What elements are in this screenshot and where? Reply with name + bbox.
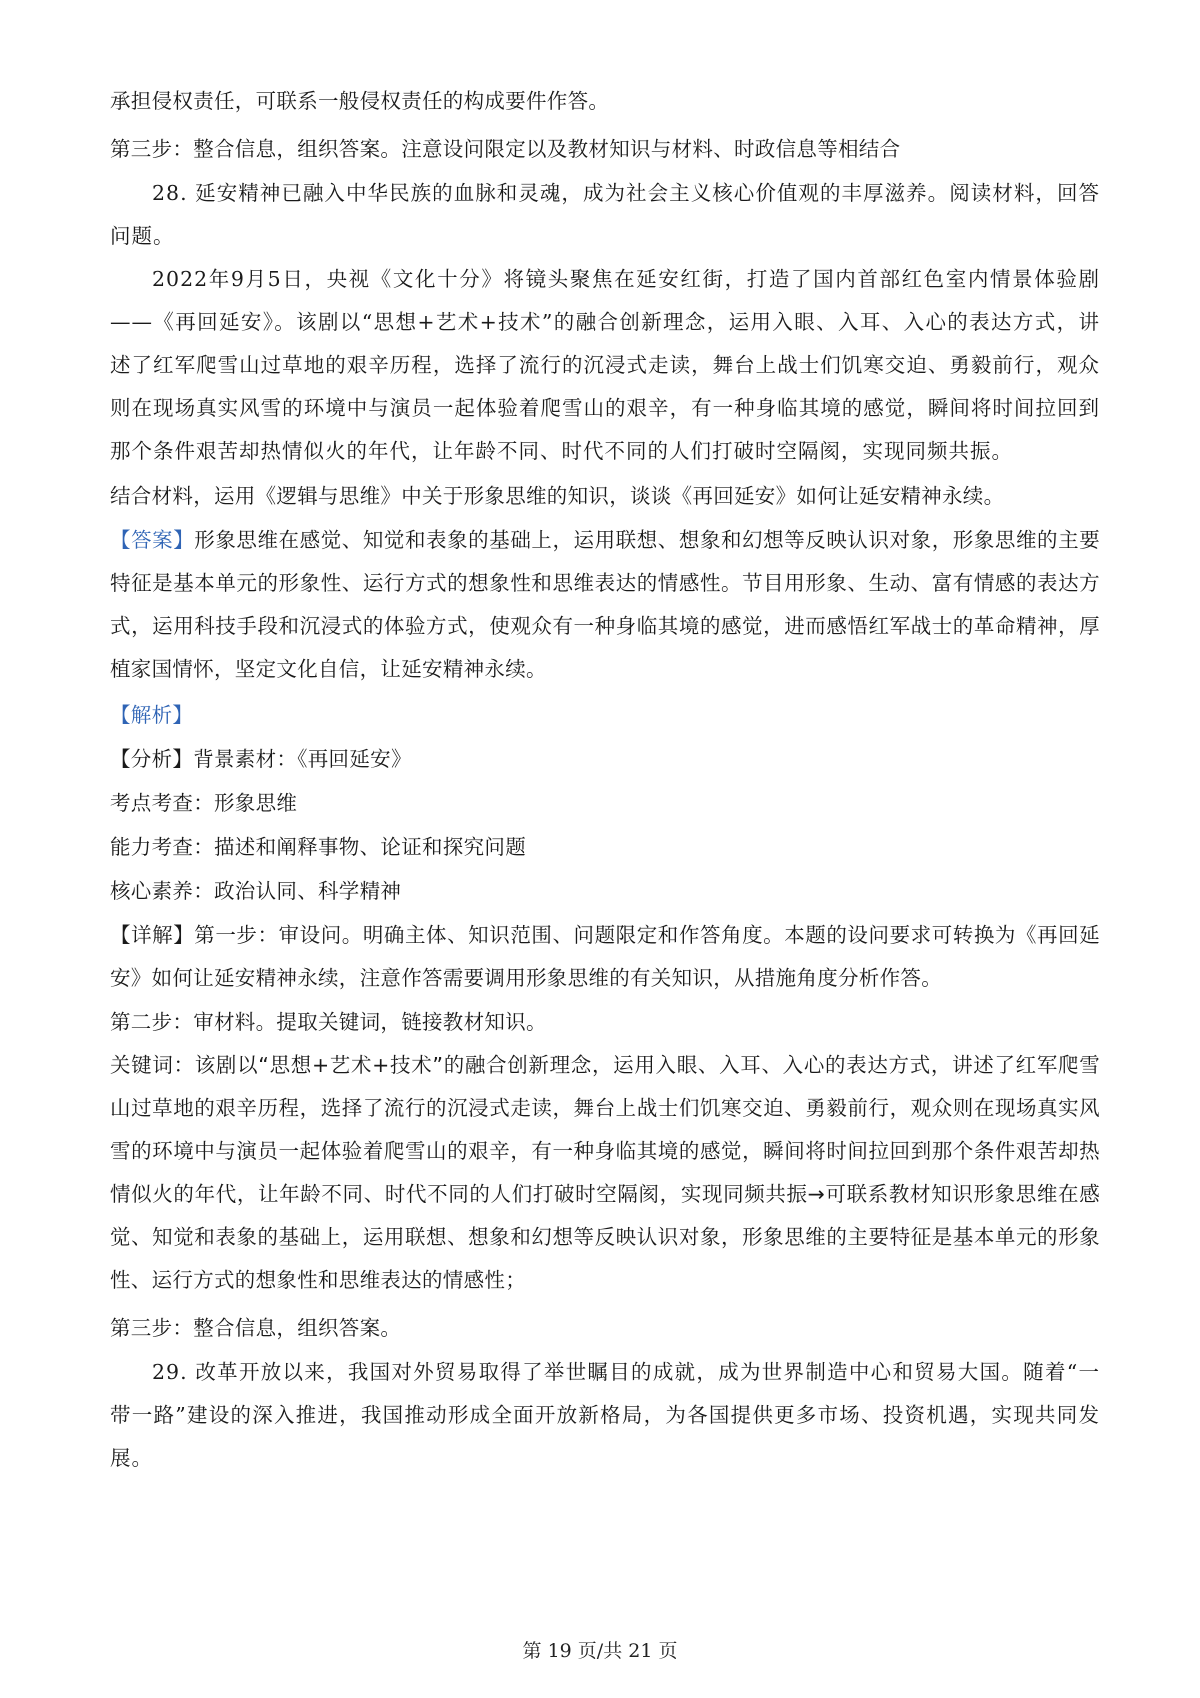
answer-block	[110, 519, 1100, 691]
analysis-step3: 第三步：整合信息，组织答案。	[110, 1316, 402, 1340]
page-number: 第 19 页/共 21 页	[522, 1640, 678, 1662]
analysis-ability: 能力考查：描述和阐释事物、论证和探究问题	[110, 835, 526, 859]
line-tort-liability: 承担侵权责任，可联系一般侵权责任的构成要件作答。	[110, 89, 610, 113]
analysis-keywords: 关键词：该剧以“思想+艺术+技术”的融合创新理念，运用入眼、入耳、入心的表达方式，讲述了红军爬雪山过草地的艰辛历程，选择了流行的沉浸式走读，舞台上战士们饥寒交迫、勇毅前行，观众则在现场真实风雪的环境中与演员一起体验着爬雪山的艰辛，有一种身临其境的感觉，瞬间将时间拉回到那个条件艰苦却热情似火的年代，让年龄不同、时代不同的人们打破时空隔阂，实现同频共振→可联系教材知识形象思维在感觉、知觉和表象的基础上，运用联想、想象和幻想等反映认识对象，形象思维的主要特征是基本单元的形象性、运行方式的想象性和思维表达的情感性；	[110, 1053, 1100, 1292]
question-29-stem: 29. 改革开放以来，我国对外贸易取得了举世瞩目的成就，成为世界制造中心和贸易大国。随着“一带一路”建设的深入推进，我国推动形成全面开放新格局，为各国提供更多市场、投资机遇，实现共同发展。	[110, 1360, 1100, 1470]
analysis-step2: 第二步：审材料。提取关键词，链接教材知识。	[110, 1010, 547, 1034]
analysis-tag: 【解析】	[110, 703, 194, 727]
analysis-detail: 【详解】第一步：审设问。明确主体、知识范围、问题限定和作答角度。本题的设问要求可转换为《再回延安》如何让延安精神永续，注意作答需要调用形象思维的有关知识，从措施角度分析作答。	[110, 923, 1100, 990]
answer-text: 形象思维在感觉、知觉和表象的基础上，运用联想、想象和幻想等反映认识对象，形象思维的主要特征是基本单元的形象性、运行方式的想象性和思维表达的情感性。节目用形象、生动、富有情感的表达方式，运用科技手段和沉浸式的体验方式，使观众有一种身临其境的感觉，进而感悟红军战士的革命精神，厚植家国情怀，坚定文化自信，让延安精神永续。	[110, 528, 1100, 681]
analysis-kaodian: 考点考查：形象思维	[110, 791, 298, 815]
question-28-prompt: 结合材料，运用《逻辑与思维》中关于形象思维的知识，谈谈《再回延安》如何让延安精神永续。	[110, 484, 1005, 508]
line-step3-previous: 第三步：整合信息，组织答案。注意设问限定以及教材知识与材料、时政信息等相结合	[110, 137, 901, 161]
question-28-material: 2022年9月5日，央视《文化十分》将镜头聚焦在延安红街，打造了国内首部红色室内情景体验剧——《再回延安》。该剧以“思想+艺术+技术”的融合创新理念，运用入眼、入耳、入心的表达方式，讲述了红军爬雪山过草地的艰辛历程，选择了流行的沉浸式走读，舞台上战士们饥寒交迫、勇毅前行，观众则在现场真实风雪的环境中与演员一起体验着爬雪山的艰辛，有一种身临其境的感觉，瞬间将时间拉回到那个条件艰苦却热情似火的年代，让年龄不同、时代不同的人们打破时空隔阂，实现同频共振。	[110, 267, 1100, 463]
question-28-stem: 28. 延安精神已融入中华民族的血脉和灵魂，成为社会主义核心价值观的丰厚滋养。阅读材料，回答问题。	[110, 181, 1100, 248]
answer-tag: 【答案】	[110, 528, 195, 552]
analysis-background: 【分析】背景素材：《再回延安》	[110, 747, 412, 771]
analysis-literacy: 核心素养：政治认同、科学精神	[110, 879, 402, 903]
